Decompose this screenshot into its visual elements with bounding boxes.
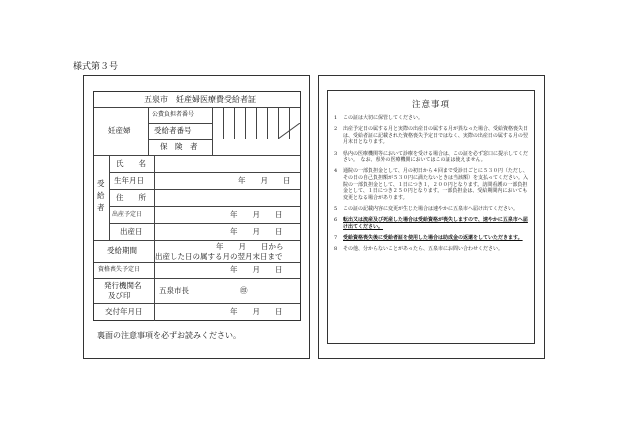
list-item: 2 出産予定日の属する月と実際の出産日の属する月が異なった場合、受給資格喪失日は、受給者証に記載された資格喪失予定日ではなく、実際の出産日の属する月の翌月末日となります。 — [334, 126, 529, 146]
issuer-value: 五泉市長 — [159, 286, 189, 295]
hatch-diagonal — [278, 123, 300, 139]
list-item: 1 この証は大切に保管してください。 — [334, 115, 424, 121]
insurer-number-label: 公費負担者番号 — [152, 111, 195, 118]
list-item: 4 通院の一部負担金として、月の初日から４回まで受診日ごとに５３０円（ただし、その日の自己負担額が５３０円に満たないときは当該額）を支払ってください。入院の一部負担金として、１日につき１，２００円となります。訪問看護の一部負担金として、１日につき２５０円となります。一部負担金は、受給期間内においても変更となる場合があります。 — [334, 168, 529, 201]
form-number-label: 様式第３号 — [73, 62, 119, 72]
issuer-label-line1: 発行機関名 — [104, 281, 142, 290]
seal-mark: ㊞ — [240, 286, 248, 295]
issue-date-label: 交付年月日 — [105, 307, 143, 316]
recipient-side-label: 受給者 — [97, 179, 105, 212]
birth-date-value: 年 月 日 — [238, 176, 291, 185]
certificate-table — [93, 91, 301, 321]
notes-card — [318, 75, 545, 359]
due-date-value: 年 月 日 — [230, 210, 283, 219]
list-item: 3 県内の医療機関等において診療を受ける場合は、この証を必ず窓口に提示してください。 なお、県外の医療機関においてはこの証は使えません。 — [334, 150, 529, 164]
notes-list — [334, 115, 530, 257]
loss-date-label: 資格喪失予定日 — [98, 266, 141, 273]
birth-date-label: 生年月日 — [114, 176, 144, 185]
list-item: 8 その他、分からないことがあったら、五泉市にお問い合わせください。 — [334, 246, 503, 253]
list-item: 7 受給資格喪失後に受給者証を使用した場合は助成金の返還をしていただきます。 — [334, 234, 523, 241]
due-date-label: 出産予定日 — [112, 211, 143, 218]
certificate-card — [83, 75, 310, 359]
issuer-label-line2: 及び印 — [108, 291, 131, 300]
benefit-period-label: 受給期間 — [107, 246, 137, 255]
pregnant-woman-label: 妊産婦 — [108, 126, 131, 135]
name-label: 氏 名 — [116, 159, 146, 168]
delivery-date-label: 出産日 — [120, 227, 143, 236]
notes-title: 注意事項 — [411, 100, 450, 110]
address-label: 住 所 — [116, 193, 146, 202]
recipient-number-label: 受給者番号 — [154, 126, 192, 135]
issue-date-value: 年 月 日 — [230, 307, 283, 316]
list-item: 6 転出又は流産及び死産した場合は受給資格が喪失しますので、速やかに五泉市へ届け出てください。 — [334, 217, 528, 230]
delivery-date-value: 年 月 日 — [230, 227, 283, 236]
benefit-period-start: 年 月 日から — [216, 242, 284, 251]
benefit-period-end: 出産した日の属する月の翌月末日まで — [155, 252, 283, 261]
insured-label: 保 険 者 — [160, 142, 198, 151]
notes-frame — [327, 90, 535, 344]
certificate-title: 五泉市 妊産婦医療費受給者証 — [144, 95, 256, 104]
loss-date-value: 年 月 日 — [230, 265, 283, 274]
back-side-note: 裏面の注意事項を必ずお読みください。 — [97, 331, 241, 340]
list-item: 5 この証の記載内容に変更が生じた場合は速やかに五泉市へ届け出てください。 — [334, 205, 519, 212]
